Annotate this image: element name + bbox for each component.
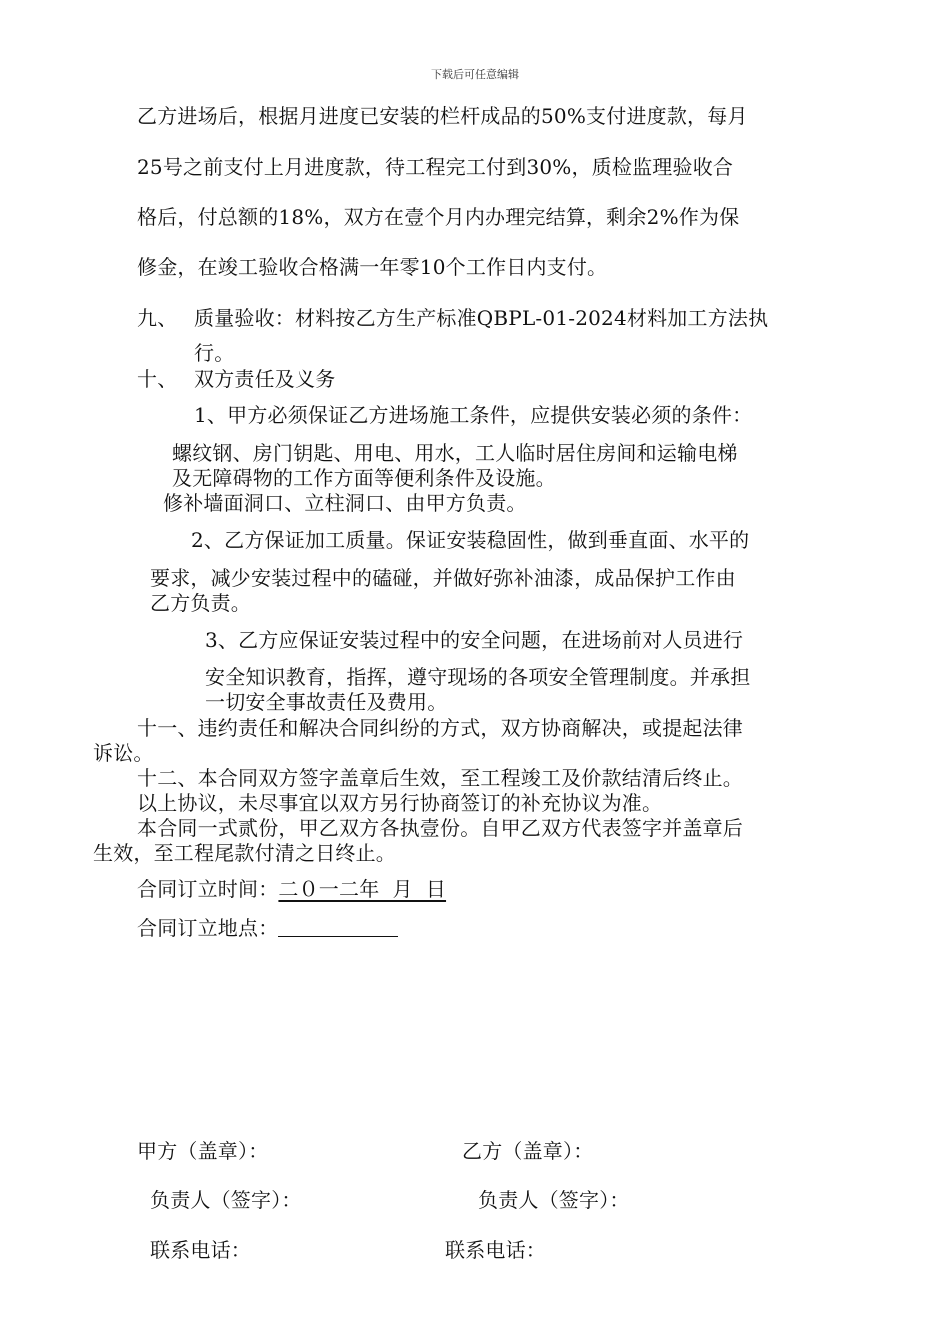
section10-item2-line-3: 乙方负责。 (150, 591, 251, 615)
section10-item1-line-4: 修补墙面洞口、立柱洞口、由甲方负责。 (163, 491, 527, 515)
section10-item2-line-2: 要求，减少安装过程中的磕碰，并做好弥补油漆，成品保护工作由 (150, 566, 736, 590)
section10-item3-line-1: 3、乙方应保证安装过程中的安全问题，在进场前对人员进行 (205, 628, 744, 652)
section10-item1-line-3: 及无障碍物的工作方面等便利条件及设施。 (172, 466, 556, 490)
party-b-person: 负责人（签字）： (478, 1188, 630, 1212)
signing-place-label: 合同订立地点： (137, 916, 279, 940)
party-a-person: 负责人（签字）： (150, 1188, 302, 1212)
signing-time-value: 二０一二年 月 日 (278, 877, 447, 901)
payment-line-3: 格后，付总额的18%，双方在壹个月内办理完结算，剩余2%作为保 (137, 205, 740, 229)
closing-line-2: 本合同一式贰份，甲乙双方各执壹份。自甲乙双方代表签字并盖章后 (137, 816, 743, 840)
payment-line-4: 修金，在竣工验收合格满一年零10个工作日内支付。 (137, 255, 608, 279)
section12-line-1: 十二、本合同双方签字盖章后生效，至工程竣工及价款结清后终止。 (137, 766, 743, 790)
section9-number: 九、 (137, 306, 178, 330)
closing-line-3: 生效，至工程尾款付清之日终止。 (93, 841, 396, 865)
signing-place-row (137, 918, 398, 938)
section11-line-1: 十一、违约责任和解决合同纠纷的方式，双方协商解决，或提起法律 (137, 716, 743, 740)
section10-item3-line-3: 一切安全事故责任及费用。 (205, 690, 448, 714)
section9-line-1: 质量验收：材料按乙方生产标准QBPL-01-2024材料加工方法执 (194, 306, 769, 330)
closing-line-1: 以上协议，未尽事宜以双方另行协商签订的补充协议为准。 (137, 791, 663, 815)
section10-item3-line-2: 安全知识教育，指挥，遵守现场的各项安全管理制度。并承担 (205, 665, 751, 689)
header-note: 下载后可任意编辑 (431, 68, 519, 81)
party-a-seal: 甲方（盖章）： (137, 1139, 269, 1163)
signing-time-row (137, 879, 446, 899)
section9-line-2: 行。 (194, 341, 235, 365)
section10-item2-line-1: 2、乙方保证加工质量。保证安装稳固性，做到垂直面、水平的 (191, 528, 750, 552)
payment-line-1: 乙方进场后，根据月进度已安装的栏杆成品的50%支付进度款，每月 (137, 104, 748, 128)
party-b-seal: 乙方（盖章）： (462, 1139, 594, 1163)
signing-time-label: 合同订立时间： (137, 877, 279, 901)
payment-line-2: 25号之前支付上月进度款，待工程完工付到30%，质检监理验收合 (137, 155, 734, 179)
party-b-phone: 联系电话： (445, 1238, 546, 1262)
signing-place-blank (278, 935, 398, 937)
section10-number: 十、 (137, 367, 178, 391)
party-a-phone: 联系电话： (150, 1238, 251, 1262)
section10-item1-line-2: 螺纹钢、房门钥匙、用电、用水，工人临时居住房间和运输电梯 (172, 441, 738, 465)
section10-title: 双方责任及义务 (194, 367, 336, 391)
section10-item1-line-1: 1、甲方必须保证乙方进场施工条件，应提供安装必须的条件： (194, 403, 753, 427)
section11-line-2: 诉讼。 (93, 741, 154, 765)
